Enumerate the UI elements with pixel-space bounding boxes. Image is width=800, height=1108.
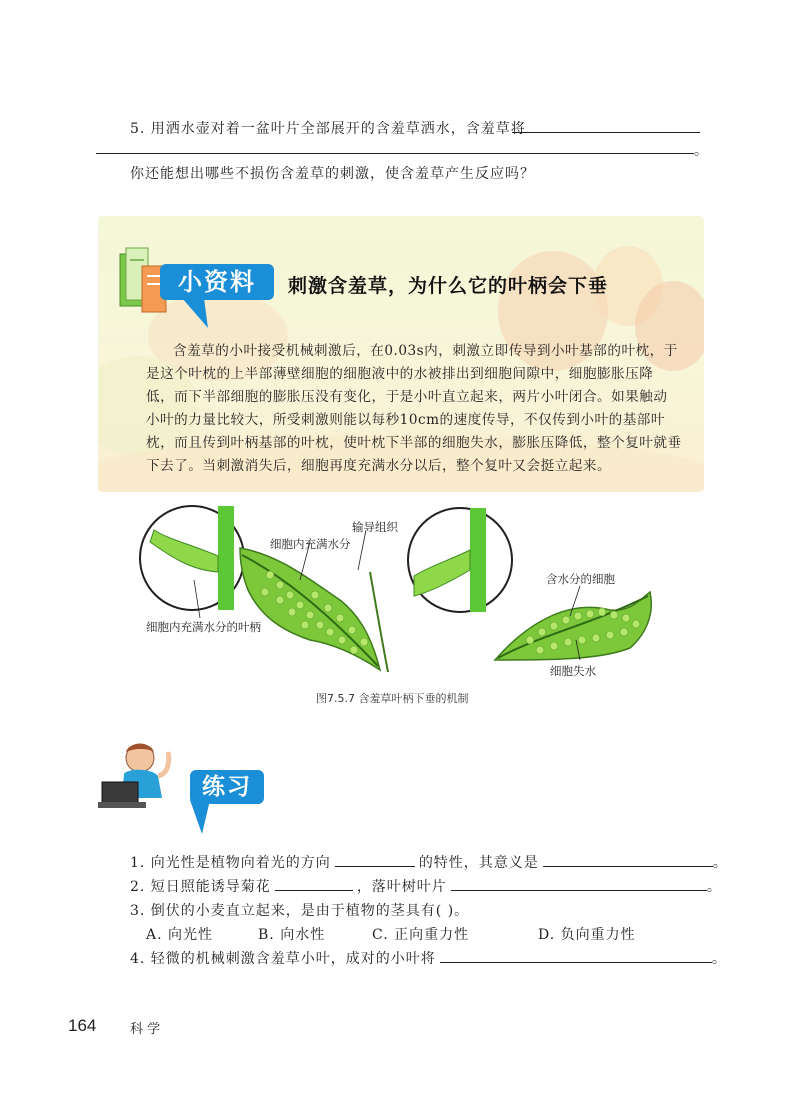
info-paragraph: [146, 340, 686, 478]
label-conducting-tissue: 输导组织: [352, 520, 398, 534]
left-circle-detail: [140, 506, 244, 610]
student-laptop-icon: [98, 738, 178, 812]
paragraph-line: 低，而下半部细胞的膨胀压没有变化，于是小叶直立起来，两片小叶闭合。如果触动: [146, 389, 668, 405]
answer-line[interactable]: [451, 876, 707, 891]
label-petiole: 细胞内充满水分的叶柄: [146, 620, 261, 634]
page-number: 164: [68, 1016, 97, 1035]
q4-text: 4. 轻微的机械刺激含羞草小叶，成对的小叶将: [130, 951, 436, 967]
paragraph-line: 小叶的力量比较大，所受刺激则能以每秒10cm的速度传导，不仅传到小叶的基部叶: [146, 412, 665, 428]
q2-part-a: 2. 短日照能诱导菊花: [130, 879, 271, 895]
period: 。: [712, 855, 728, 871]
option-c[interactable]: C. 正向重力性: [372, 927, 470, 943]
option-a[interactable]: A. 向光性: [146, 927, 214, 943]
answer-line[interactable]: [96, 141, 694, 154]
right-circle-detail: [408, 508, 512, 612]
question-5: [130, 118, 526, 138]
subject-label: 科 学: [130, 1022, 161, 1037]
exercise-badge: 练习: [190, 770, 264, 804]
option-b[interactable]: B. 向水性: [258, 927, 326, 943]
paragraph-line: 含羞草的小叶接受机械刺激后，在0.03s内，刺激立即传导到小叶基部的叶枕，于: [173, 343, 678, 359]
paragraph-line: 下去了。当刺激消失后，细胞再度充满水分以后，整个复叶又会挺立起来。: [146, 458, 612, 474]
mimosa-petiole-figure: [130, 500, 670, 690]
period: 。: [711, 951, 727, 967]
info-title: 刺激含羞草，为什么它的叶柄会下垂: [288, 275, 609, 297]
answer-line[interactable]: [275, 876, 353, 891]
period: 。: [706, 879, 722, 895]
label-water-cells: 含水分的细胞: [546, 572, 615, 586]
answer-line[interactable]: [512, 120, 700, 133]
exercise-2: [130, 876, 722, 896]
period: 。: [694, 143, 709, 159]
left-leaf-diagram: [240, 548, 388, 672]
answer-line[interactable]: [543, 852, 713, 867]
answer-line[interactable]: [335, 852, 415, 867]
q1-part-a: 1. 向光性是植物向着光的方向: [130, 855, 331, 871]
q1-part-b: 的特性，其意义是: [418, 855, 539, 871]
paragraph-line: 是这个叶枕的上半部薄壁细胞的细胞液中的水被排出到细胞间隙中，细胞膨胀压降: [146, 366, 654, 382]
question-5-text: 5. 用洒水壶对着一盆叶片全部展开的含羞草洒水，含羞草将: [130, 121, 526, 137]
label-lost-water: 细胞失水: [550, 664, 596, 678]
label-cells-full: 细胞内充满水分: [270, 537, 351, 551]
right-leaf-diagram: [495, 592, 651, 660]
exercise-4: [130, 948, 727, 968]
exercise-3: 3. 倒伏的小麦直立起来，是由于植物的茎具有( )。: [130, 903, 470, 919]
q2-part-b: ，落叶树叶片: [356, 879, 447, 895]
exercise-1: [130, 852, 728, 872]
figure-caption: 图7.5.7 含羞草叶柄下垂的机制: [316, 692, 469, 705]
badge-pointer: [176, 800, 216, 836]
follow-up-question: 你还能想出哪些不损伤含羞草的刺激，使含羞草产生反应吗？: [130, 166, 535, 182]
paragraph-line: 枕，而且传到叶柄基部的叶枕，使叶枕下半部的细胞失水，膨胀压降低，整个复叶就垂: [146, 435, 682, 451]
leader-line: [358, 530, 366, 570]
answer-line[interactable]: [440, 948, 712, 963]
info-badge: 小资料: [160, 264, 274, 300]
option-d[interactable]: D. 负向重力性: [538, 927, 636, 943]
badge-pointer: [178, 298, 218, 330]
